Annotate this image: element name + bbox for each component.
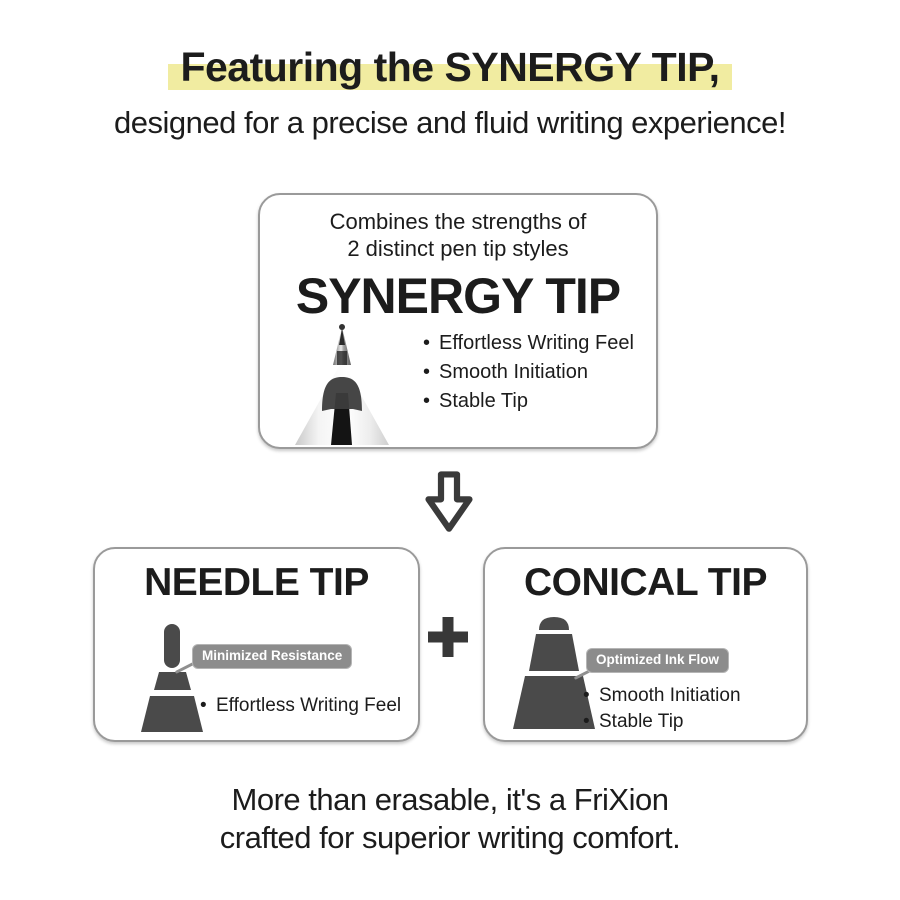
conical-card-title: CONICAL TIP bbox=[524, 561, 767, 604]
bullet-dot: • bbox=[200, 695, 207, 716]
list-item bbox=[200, 693, 401, 718]
needle-card-title: NEEDLE TIP bbox=[144, 561, 369, 604]
needle-bullet-list bbox=[200, 693, 401, 718]
bullet-text: Smooth Initiation bbox=[439, 361, 588, 383]
needle-tip-icon bbox=[137, 622, 205, 734]
conical-bullet-list bbox=[583, 683, 741, 735]
synergy-intro bbox=[260, 208, 656, 262]
synergy-bullet-list bbox=[423, 329, 634, 416]
plus-icon bbox=[428, 617, 468, 657]
needle-tip-card bbox=[93, 547, 420, 742]
conical-tip-card bbox=[483, 547, 808, 742]
synergy-intro-line2: 2 distinct pen tip styles bbox=[347, 236, 569, 261]
bullet-dot: • bbox=[583, 685, 590, 706]
footer-line1: More than erasable, it's a FriXion bbox=[231, 782, 669, 817]
bullet-text: Smooth Initiation bbox=[599, 685, 741, 706]
page-subtitle: designed for a precise and fluid writing experience! bbox=[114, 105, 786, 140]
bullet-text: Stable Tip bbox=[599, 711, 684, 732]
list-item bbox=[423, 387, 634, 416]
bullet-text: Stable Tip bbox=[439, 390, 528, 412]
list-item bbox=[583, 683, 741, 709]
synergy-intro-line1: Combines the strengths of bbox=[329, 209, 587, 234]
list-item bbox=[423, 329, 634, 358]
list-item bbox=[583, 709, 741, 735]
list-item bbox=[423, 358, 634, 387]
synergy-card-title: SYNERGY TIP bbox=[295, 268, 621, 324]
bullet-text: Effortless Writing Feel bbox=[439, 332, 634, 354]
down-arrow-icon bbox=[423, 470, 475, 534]
bullet-text: Effortless Writing Feel bbox=[216, 695, 402, 716]
bullet-dot: • bbox=[423, 390, 431, 412]
conical-callout-badge: Optimized Ink Flow bbox=[586, 648, 729, 673]
bullet-dot: • bbox=[583, 711, 590, 732]
bullet-dot: • bbox=[423, 332, 431, 354]
pen-tip-photo bbox=[285, 321, 399, 445]
page-title bbox=[0, 44, 900, 91]
bullet-dot: • bbox=[423, 361, 431, 383]
needle-callout-badge: Minimized Resistance bbox=[192, 644, 352, 669]
footer-tagline bbox=[0, 781, 900, 857]
synergy-tip-card bbox=[258, 193, 658, 449]
footer-line2: crafted for superior writing comfort. bbox=[219, 820, 681, 855]
highlighted-title-text: Featuring the SYNERGY TIP, bbox=[168, 44, 731, 90]
